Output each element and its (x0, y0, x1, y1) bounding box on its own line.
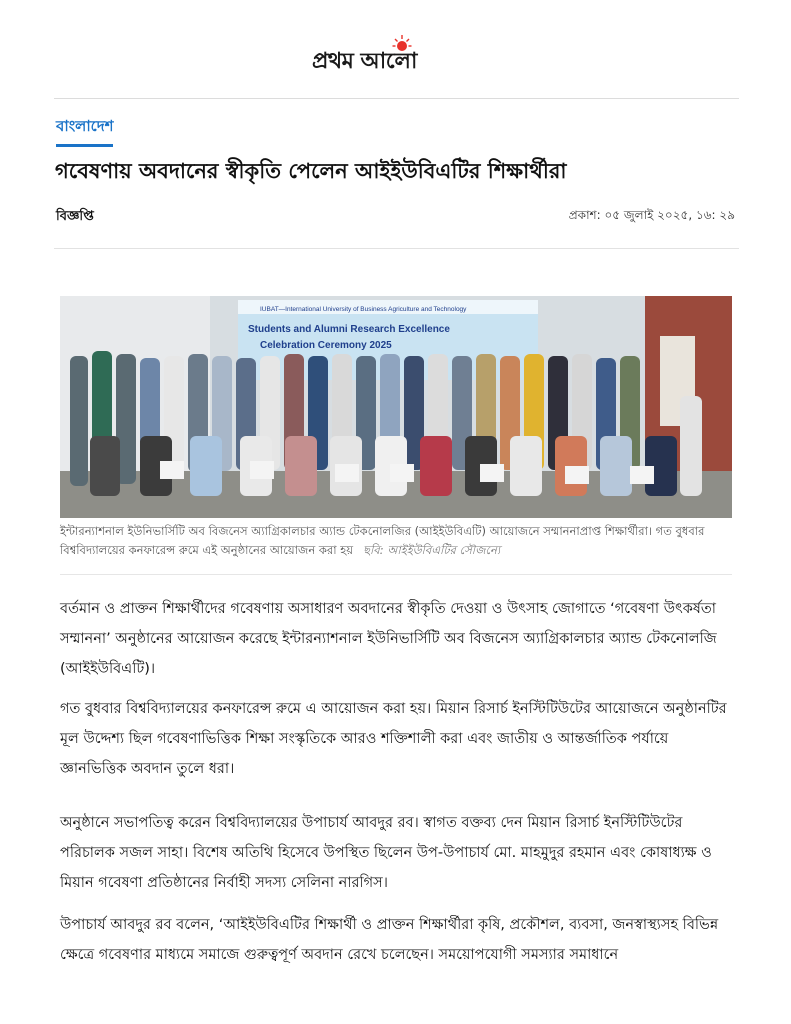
banner-line-3: Celebration Ceremony 2025 (260, 340, 392, 351)
banner-line-2: Students and Alumni Research Excellence (248, 324, 450, 335)
caption-divider (60, 574, 732, 575)
site-logo[interactable] (312, 40, 482, 80)
article-paragraph: অনুষ্ঠানে সভাপতিত্ব করেন বিশ্ববিদ্যালয়ের উপাচার্য আবদুর রব। স্বাগত বক্তব্য দেন মিয়ান রিসার্চ ইনস্টিটিউটের পরিচালক সজল সাহা। বিশেষ অতিথি হিসেবে উপস্থিত ছিলেন উপ-উপাচার্য মো. মাহমুদুর রহমান এবং কোষাধ্যক্ষ ও মিয়ান গবেষণা প্রতিষ্ঠানের নির্বাহী সদস্য সেলিনা নারগিস। (60, 815, 712, 891)
photo-caption (60, 522, 732, 560)
people-crowd (70, 351, 702, 496)
banner-line-1: IUBAT—International University of Business Agriculture and Technology (260, 306, 467, 313)
article-byline[interactable]: বিজ্ঞপ্তি (56, 209, 94, 224)
group-photo-illustration (60, 296, 732, 518)
article-headline: গবেষণায় অবদানের স্বীকৃতি পেলেন আইইউবিএটির শিক্ষার্থীরা (55, 159, 567, 183)
article-paragraph: উপাচার্য আবদুর রব বলেন, ‘আইইউবিএটির শিক্ষার্থী ও প্রাক্তন শিক্ষার্থীরা কৃষি, প্রকৌশল, ব্যবসা, জনস্বাস্থ্যসহ বিভিন্ন ক্ষেত্রে গবেষণার মাধ্যমে সমাজে গুরুত্বপূর্ণ অবদান রেখে চলেছেন। সময়োপযোগী সমস্যার সমাধানে (60, 917, 719, 963)
meta-divider (54, 248, 739, 249)
publish-time: প্রকাশ: ০৫ জুলাই ২০২৫, ১৬: ২৯ (568, 208, 735, 222)
article-photo[interactable] (60, 296, 732, 518)
article-paragraph: গত বুধবার বিশ্ববিদ্যালয়ের কনফারেন্স রুমে এ আয়োজন করা হয়। মিয়ান রিসার্চ ইনস্টিটিউটের আয়োজনে অনুষ্ঠানটির মূল উদ্দেশ্য ছিল গবেষণাভিত্তিক শিক্ষা সংস্কৃতিকে আরও শক্তিশালী করা এবং জাতীয় ও আন্তর্জাতিক পর্যায়ে জ্ঞানভিত্তিক অবদান তুলে ধরা। (60, 701, 727, 777)
header-divider (54, 98, 739, 99)
article-paragraph: বর্তমান ও প্রাক্তন শিক্ষার্থীদের গবেষণায় অসাধারণ অবদানের স্বীকৃতি দেওয়া ও উৎসাহ জোগাতে ‘গবেষণা উৎকর্ষতা সম্মাননা’ অনুষ্ঠানের আয়োজন করেছে ইন্টারন্যাশনাল ইউনিভার্সিটি অব বিজনেস অ্যাগ্রিকালচার অ্যান্ড টেকনোলজি (আইইউবিএটি)। (60, 601, 717, 677)
section-link-bangladesh[interactable]: বাংলাদেশ (56, 115, 113, 147)
photo-credit: ছবি: আইইউবিএটির সৌজন্যে (363, 543, 501, 557)
logo-wordmark: প্রথম আলো (312, 48, 417, 74)
caption-text: ইন্টারন্যাশনাল ইউনিভার্সিটি অব বিজনেস অ্যাগ্রিকালচার অ্যান্ড টেকনোলজির (আইইউবিএটি) আয়োজনে সম্মাননাপ্রাপ্ত শিক্ষার্থীরা। গত বুধবার বিশ্ববিদ্যালয়ের কনফারেন্স রুমে এই অনুষ্ঠানের আয়োজন করা হয় (60, 524, 705, 557)
masthead (0, 0, 791, 98)
